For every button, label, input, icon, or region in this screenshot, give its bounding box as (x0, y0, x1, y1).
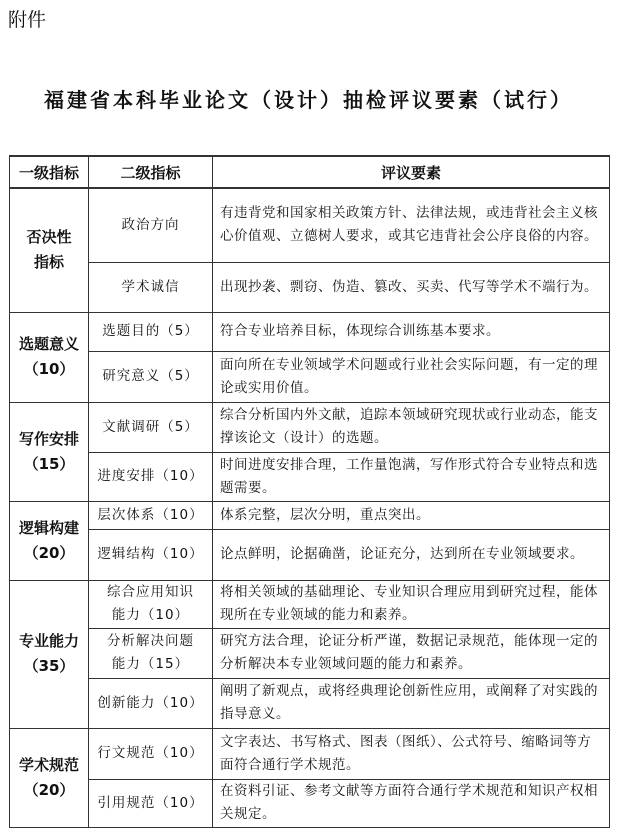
level2-label: 学术诚信 (121, 278, 180, 295)
table-header-row (10, 156, 610, 188)
level1-score: （20） (23, 543, 75, 562)
level2-cell (89, 351, 213, 402)
level1-name: 学术规范 (18, 755, 79, 774)
level1-score: （35） (23, 657, 75, 675)
requirement-cell: 文字表达、书写格式、图表（图纸）、公式符号、缩略词等方面符合通行学术规范。 (213, 728, 610, 779)
requirement-cell: 阐明了新观点，或将经典理论创新性应用，或阐释了对实践的指导意义。 (213, 678, 610, 728)
requirement-cell: 将相关领域的基础理论、专业知识合理应用到研究过程，能体现所在专业领域的能力和素养。 (213, 580, 610, 628)
table-row (10, 529, 610, 580)
table-row (10, 779, 610, 827)
level2-cell (89, 452, 213, 501)
level2-label: 逻辑结构（10） (97, 546, 204, 562)
level2-label: 创新能力（10） (97, 694, 204, 711)
level2-cell (89, 678, 213, 728)
level1-name: 否决性 (26, 228, 72, 247)
level2-label: 行文规范（10） (97, 745, 204, 761)
level1-name: 逻辑构建 (18, 518, 79, 537)
level2-label: 研究意义（5） (102, 368, 199, 384)
header-level1: 一级指标 (10, 156, 89, 188)
table-row (10, 628, 610, 678)
requirement-cell: 符合专业培养目标，体现综合训练基本要求。 (213, 312, 610, 351)
level2-cell (89, 580, 213, 628)
level1-cell (10, 728, 89, 827)
level1-cell (10, 188, 89, 312)
level1-cell (10, 402, 89, 501)
level2-cell (89, 262, 213, 312)
requirement-cell: 论点鲜明，论据确凿，论证充分，达到所在专业领域要求。 (213, 529, 610, 580)
attachment-label: 附件 (8, 9, 47, 31)
level1-name: 写作安排 (18, 429, 79, 448)
level2-label: 文献调研（5） (102, 418, 199, 435)
table-row (10, 728, 610, 779)
level2-label: 进度安排（10） (97, 468, 204, 484)
table-row (10, 678, 610, 728)
level2-label: 分析解决问题 (107, 633, 194, 649)
level2-label-sub: 能力（10） (111, 607, 190, 623)
requirement-cell: 时间进度安排合理，工作量饱满，写作形式符合专业特点和选题需要。 (213, 452, 610, 501)
requirement-cell: 面向所在专业领域学术问题或行业社会实际问题，有一定的理论或实用价值。 (213, 351, 610, 402)
level1-cell (10, 501, 89, 580)
level2-cell (89, 779, 213, 827)
header-requirements: 评议要素 (213, 156, 610, 188)
level2-label-sub: 能力（15） (111, 656, 190, 672)
page-title: 福建省本科毕业论文（设计）抽检评议要素（试行） (44, 88, 573, 112)
level1-score: （15） (23, 454, 75, 473)
requirement-cell: 综合分析国内外文献，追踪本领域研究现状或行业动态，能支撑该论文（设计）的选题。 (213, 402, 610, 452)
level2-label: 政治方向 (121, 216, 180, 233)
requirement-cell: 研究方法合理，论证分析严谨，数据记录规范，能体现一定的分析解决本专业领域问题的能力和素养。 (213, 628, 610, 678)
level2-cell (89, 188, 213, 262)
level2-cell (89, 529, 213, 580)
table-row (10, 262, 610, 312)
level1-sub: 指标 (33, 253, 64, 272)
level2-label: 综合应用知识 (107, 584, 194, 600)
table-row (10, 312, 610, 351)
table-row (10, 188, 610, 262)
table-row (10, 351, 610, 402)
level2-cell (89, 402, 213, 452)
level1-cell (10, 580, 89, 728)
level1-cell (10, 312, 89, 402)
level2-cell (89, 728, 213, 779)
level2-label: 引用规范（10） (97, 794, 204, 811)
level2-label: 选题目的（5） (102, 323, 199, 339)
table-row (10, 402, 610, 452)
requirement-cell: 出现抄袭、剽窃、伪造、篡改、买卖、代写等学术不端行为。 (213, 262, 610, 312)
table-row (10, 452, 610, 501)
level1-score: （20） (23, 780, 75, 799)
table-row (10, 580, 610, 628)
level1-score: （10） (23, 360, 75, 378)
level1-name: 选题意义 (18, 335, 79, 353)
level2-cell (89, 501, 213, 529)
criteria-table (9, 155, 610, 828)
header-level2: 二级指标 (89, 156, 213, 188)
table-row (10, 501, 610, 529)
requirement-cell: 在资料引证、参考文献等方面符合通行学术规范和知识产权相关规定。 (213, 779, 610, 827)
level2-label: 层次体系（10） (97, 506, 204, 523)
level2-cell (89, 628, 213, 678)
requirement-cell: 有违背党和国家相关政策方针、法律法规，或违背社会主义核心价值观、立德树人要求，或其它违背社会公序良俗的内容。 (213, 188, 610, 262)
level2-cell (89, 312, 213, 351)
level1-name: 专业能力 (18, 632, 79, 650)
requirement-cell: 体系完整，层次分明，重点突出。 (213, 501, 610, 529)
